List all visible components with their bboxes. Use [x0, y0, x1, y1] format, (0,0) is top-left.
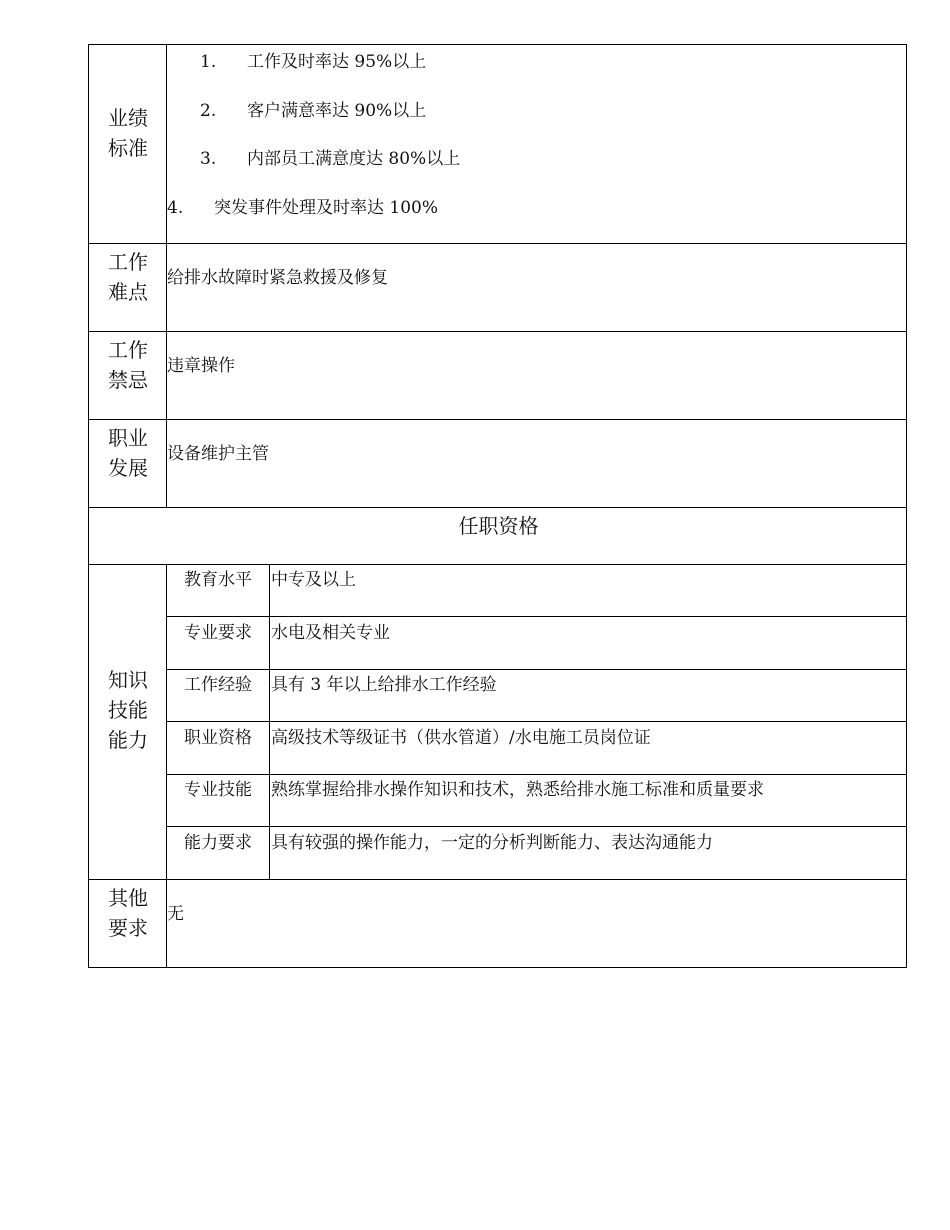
career-label-line2: 发展 — [108, 456, 148, 480]
job-description-table — [88, 44, 907, 968]
certification-label: 职业资格 — [184, 728, 252, 748]
performance-label-line1: 业绩 — [108, 106, 148, 130]
major-value: 水电及相关专业 — [271, 623, 390, 643]
performance-item-2-num: 2. — [200, 101, 217, 121]
column-divider — [269, 564, 270, 879]
skill-label: 专业技能 — [184, 780, 252, 800]
row-divider — [166, 669, 906, 670]
knowledge-label-line1: 知识 — [108, 668, 148, 692]
difficulty-label — [89, 247, 167, 307]
other-label-line2: 要求 — [108, 916, 148, 940]
career-text: 设备维护主管 — [167, 444, 269, 464]
performance-label — [89, 103, 167, 163]
taboo-label-line2: 禁忌 — [108, 368, 148, 392]
row-divider — [166, 616, 906, 617]
qualification-title: 任职资格 — [458, 514, 539, 538]
performance-item-3-num: 3. — [200, 149, 217, 169]
experience-value: 具有 3 年以上给排水工作经验 — [271, 675, 497, 695]
performance-item-2-text: 客户满意率达 90%以上 — [247, 101, 427, 121]
knowledge-label-line2: 技能 — [108, 698, 148, 722]
education-label: 教育水平 — [184, 570, 252, 590]
row-divider — [89, 507, 906, 508]
ability-label: 能力要求 — [184, 833, 252, 853]
row-divider — [166, 774, 906, 775]
row-divider — [89, 419, 906, 420]
performance-label-line2: 标准 — [108, 136, 148, 160]
education-value: 中专及以上 — [271, 570, 356, 590]
career-label-line1: 职业 — [108, 426, 148, 450]
knowledge-label-line3: 能力 — [108, 728, 148, 752]
other-label-line1: 其他 — [108, 886, 148, 910]
major-label: 专业要求 — [184, 623, 252, 643]
performance-item-4-text: 突发事件处理及时率达 100% — [214, 198, 439, 218]
row-divider — [89, 331, 906, 332]
row-divider — [89, 564, 906, 565]
taboo-text: 违章操作 — [167, 356, 235, 376]
certification-value: 高级技术等级证书（供水管道）/水电施工员岗位证 — [271, 728, 651, 748]
performance-item-1-num: 1. — [200, 52, 217, 72]
row-divider — [89, 879, 906, 880]
difficulty-label-line1: 工作 — [108, 250, 148, 274]
row-divider — [89, 243, 906, 244]
performance-item-3-text: 内部员工满意度达 80%以上 — [247, 149, 461, 169]
ability-value: 具有较强的操作能力，一定的分析判断能力、表达沟通能力 — [271, 833, 713, 853]
experience-label: 工作经验 — [184, 675, 252, 695]
difficulty-text: 给排水故障时紧急救援及修复 — [167, 268, 388, 288]
row-divider — [166, 826, 906, 827]
other-label — [89, 883, 167, 943]
taboo-label-line1: 工作 — [108, 338, 148, 362]
difficulty-label-line2: 难点 — [108, 280, 148, 304]
taboo-label — [89, 335, 167, 395]
career-label — [89, 423, 167, 483]
other-text: 无 — [167, 904, 184, 924]
row-divider — [166, 721, 906, 722]
performance-item-4-num: 4. — [167, 198, 184, 218]
skill-value: 熟练掌握给排水操作知识和技术，熟悉给排水施工标准和质量要求 — [271, 780, 764, 800]
knowledge-label — [89, 665, 167, 755]
performance-item-1-text: 工作及时率达 95%以上 — [247, 52, 427, 72]
